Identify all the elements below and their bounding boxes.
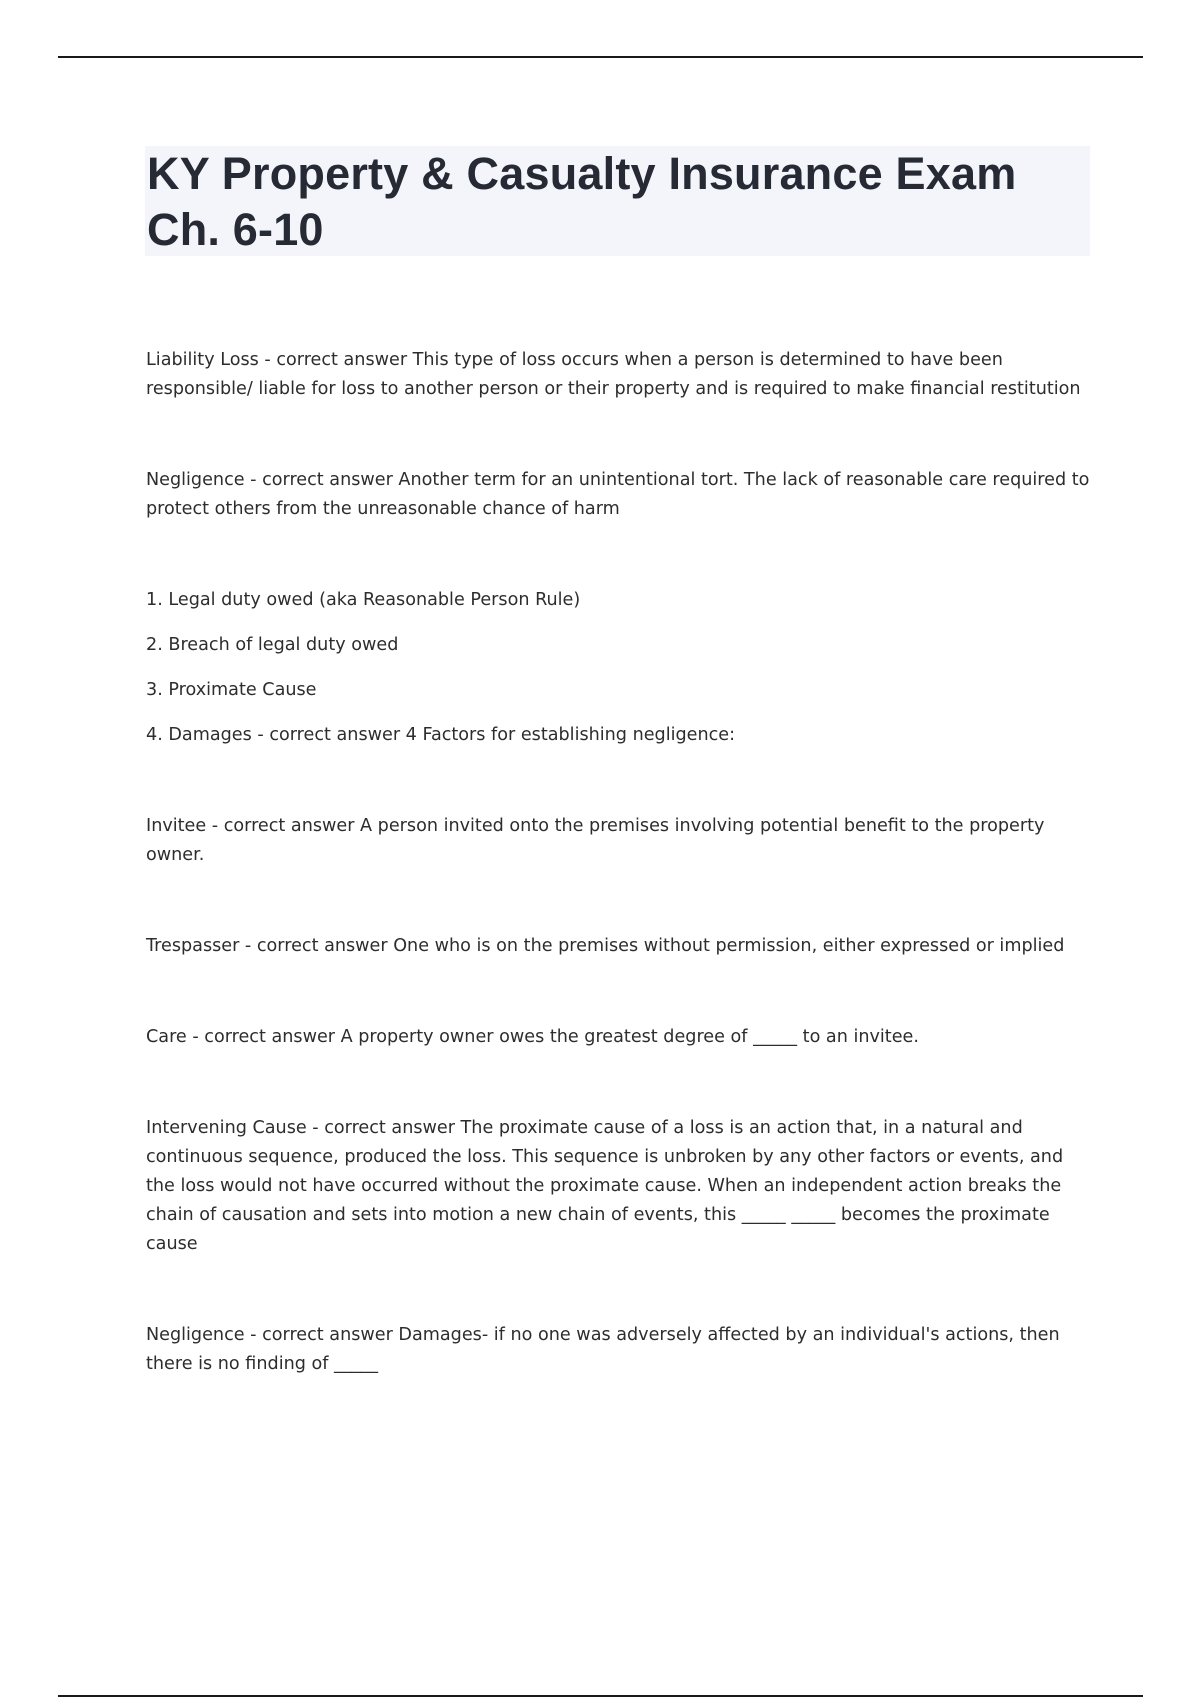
- flashcard-text: Intervening Cause - correct answer The proximate cause of a loss is an action that, in a natural and continuous sequence, produced the loss. This sequence is unbroken by any other factors or events, and the loss would not have occurred without the proximate cause. When an independent action breaks the chain of causation and sets into motion a new chain of events, this _____ _____ becomes the proximate cause: [146, 1118, 1064, 1254]
- footer-rule: [58, 1695, 1143, 1697]
- page-title: KY Property & Casualty Insurance Exam Ch. 6-10: [147, 148, 1017, 255]
- factor-line-4: 4. Damages - correct answer 4 Factors for establishing negligence:: [146, 725, 736, 745]
- factor-line-3: 3. Proximate Cause: [146, 680, 317, 700]
- flashcard-negligence: [146, 466, 1091, 524]
- flashcard-care: [146, 1023, 1091, 1052]
- flashcard-text: Trespasser - correct answer One who is on the premises without permission, either expressed or implied: [146, 936, 1065, 956]
- flashcard-negligence-factors: [146, 586, 1091, 750]
- flashcard-list: [146, 346, 1091, 1379]
- flashcard-trespasser: [146, 932, 1091, 961]
- flashcard-negligence-damages: [146, 1321, 1091, 1379]
- flashcard-liability-loss: [146, 346, 1091, 404]
- header-rule: [58, 56, 1143, 58]
- factor-line-1: 1. Legal duty owed (aka Reasonable Person Rule): [146, 590, 581, 610]
- flashcard-text: Invitee - correct answer A person invited onto the premises involving potential benefit to the property owner.: [146, 816, 1045, 865]
- flashcard-intervening-cause: [146, 1114, 1091, 1259]
- flashcard-text: Negligence - correct answer Damages- if no one was adversely affected by an individual's actions, then there is no finding of _____: [146, 1325, 1060, 1374]
- factor-line-2: 2. Breach of legal duty owed: [146, 635, 399, 655]
- flashcard-invitee: [146, 812, 1091, 870]
- flashcard-text: Care - correct answer A property owner owes the greatest degree of _____ to an invitee.: [146, 1027, 919, 1047]
- flashcard-text: Liability Loss - correct answer This type of loss occurs when a person is determined to have been responsible/ liable for loss to another person or their property and is required to make financial restitution: [146, 350, 1081, 399]
- flashcard-text: Negligence - correct answer Another term for an unintentional tort. The lack of reasonable care required to protect others from the unreasonable chance of harm: [146, 470, 1090, 519]
- title-banner: [145, 146, 1090, 256]
